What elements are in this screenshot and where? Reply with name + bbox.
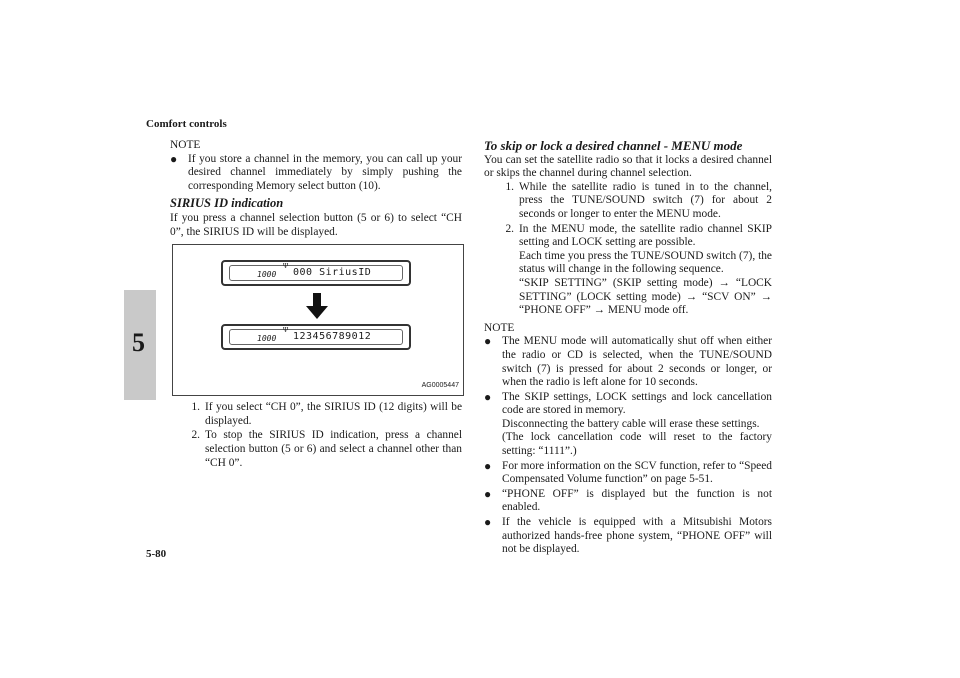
bullet-icon: ●	[170, 151, 178, 166]
note-label: NOTE	[170, 139, 201, 151]
figure-id: AG0005447	[421, 381, 459, 389]
step-text: To stop the SIRIUS ID indication, press a channel selection button (5 or 6) and select a channel other than “CH 0”.	[205, 429, 462, 469]
step-item	[484, 223, 772, 318]
step-item	[170, 429, 462, 470]
step-text: If you select “CH 0”, the SIRIUS ID (12 digits) will be displayed.	[205, 401, 462, 427]
down-arrow-icon	[306, 293, 328, 319]
step-number: 1.	[505, 180, 514, 193]
antenna-icon: Ψ	[283, 326, 289, 335]
radio-display-before	[221, 260, 411, 286]
note-bullet-extra: (The lock cancellation code will reset to the factory setting: “1111”.)	[502, 431, 772, 458]
page-header: Comfort controls	[146, 118, 227, 130]
note-label: NOTE	[484, 321, 515, 334]
section-intro: If you press a channel selection button (5 or 6) to select “CH 0”, the SIRIUS ID will be displayed.	[170, 211, 462, 238]
note-bullet-extra: Disconnecting the battery cable will erase these settings.	[502, 417, 760, 430]
step-number: 2.	[191, 429, 200, 442]
left-column	[170, 139, 462, 471]
step-text: While the satellite radio is tuned in to the channel, press the TUNE/SOUND switch (7) for about 2 seconds or longer to enter the MENU mode.	[519, 180, 772, 220]
section-heading-sirius-id: SIRIUS ID indication	[170, 196, 284, 211]
note-bullet-text	[502, 391, 772, 459]
step-text-main: In the MENU mode, the satellite radio channel SKIP setting and LOCK setting are possible.	[519, 222, 772, 249]
chapter-number: 5	[132, 328, 145, 357]
note-bullet	[484, 488, 772, 515]
section-heading-menu-mode: To skip or lock a desired channel - MENU mode	[484, 138, 743, 153]
step-item	[170, 401, 462, 428]
note-bullet-text: “PHONE OFF” is displayed but the function is not enabled.	[502, 487, 772, 514]
display-text: 000 SiriusID	[293, 267, 372, 279]
note-bullet	[484, 516, 772, 557]
step-text-more: Each time you press the TUNE/SOUND switch (7), the status will change in the following sequence.	[519, 249, 772, 276]
bullet-icon: ●	[484, 515, 492, 530]
step-number: 2.	[505, 222, 514, 235]
bullet-icon: ●	[484, 458, 492, 473]
step-sequence: “SKIP SETTING” (SKIP setting mode) → “LOCK SETTING” (LOCK setting mode) → “SCV ON” → “PHONE OFF” → MENU mode off.	[519, 276, 772, 317]
note-bullet	[484, 460, 772, 487]
antenna-icon: Ψ	[283, 262, 289, 271]
section-intro: You can set the satellite radio so that it locks a desired channel or skips the channel during channel selection.	[484, 153, 772, 180]
note-bullet-text: If the vehicle is equipped with a Mitsubishi Motors authorized hands-free phone system, “PHONE OFF” will not be displayed.	[502, 516, 772, 556]
right-column	[484, 139, 772, 558]
note-bullet-text: For more information on the SCV function, refer to “Speed Compensated Volume function” on page 5-51.	[502, 459, 772, 486]
radio-display-after	[221, 324, 411, 350]
page-number: 5-80	[146, 548, 167, 560]
bullet-icon: ●	[484, 486, 492, 501]
note-bullet-text: The MENU mode will automatically shut off when either the radio or CD is selected, when the TUNE/SOUND switch (7) is pressed for about 2 seconds or longer, or when the radio is left alone for 10 seconds.	[502, 335, 772, 389]
step-number: 1.	[191, 401, 200, 414]
display-value: 1000	[257, 334, 277, 344]
step-text	[519, 223, 772, 318]
bullet-icon: ●	[484, 334, 492, 349]
display-value: 1000	[257, 270, 277, 280]
step-item	[484, 181, 772, 222]
note-bullet	[484, 335, 772, 389]
display-illustration	[172, 244, 464, 396]
display-text: 123456789012	[293, 331, 372, 343]
bullet-icon: ●	[484, 389, 492, 404]
note-bullet-text: If you store a channel in the memory, you can call up your desired channel immediately by simply pushing the corresponding Memory select button (10).	[188, 152, 462, 192]
note-bullet	[484, 391, 772, 459]
note-bullet	[170, 153, 462, 194]
note-bullet-main: The SKIP settings, LOCK settings and lock cancellation code are stored in memory.	[502, 390, 772, 417]
